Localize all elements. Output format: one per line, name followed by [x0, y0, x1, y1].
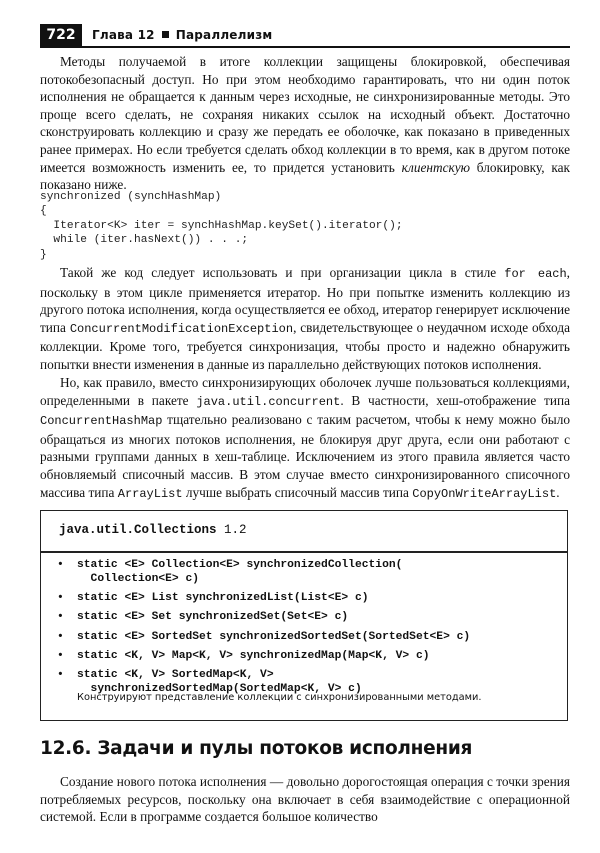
api-method-signature: static <K, V> SortedMap<K, V> synchronizedSortedMap(SortedMap<K, V> c): [77, 669, 362, 696]
code-line: synchronized (synchHashMap): [40, 191, 222, 203]
paragraph-text: Создание нового потока исполнения — довольно дорогостоящая операция с точки зрения потребляемых ресурсов, поскольку она включает в себя взаимодействие с операционной системой. Если в программе создается большое количество: [40, 774, 570, 825]
bullet-icon: •: [57, 592, 64, 605]
api-method-list: [55, 559, 555, 702]
api-note-box: [40, 510, 568, 721]
api-box-rule: [41, 551, 567, 553]
header-rule: [40, 46, 570, 48]
paragraph-text: блокировку, как показано ниже.: [40, 159, 570, 193]
running-head: [92, 24, 272, 46]
bullet-icon: •: [57, 611, 64, 624]
api-description: Конструируют представление коллекции с синхронизированными методами.: [77, 692, 482, 703]
api-class-name: java.util.Collections: [59, 523, 217, 537]
paragraph-text: Такой же код следует использовать и при организации цикла в стиле: [60, 265, 505, 280]
chapter-title: Параллелизм: [175, 28, 273, 42]
paragraph-text: , свидетельствующее о неудачном исходе обхода коллекции. Кроме того, требуется синхронизация, чтобы просто и надежно обнаружить попытки внести изменения в данные из параллельно действующих потоков исполнения.: [40, 319, 570, 372]
code-listing: [40, 190, 570, 262]
paragraph-text: лучше выбрать списочный массив типа: [182, 484, 413, 500]
paragraph-text: Но, как правило, вместо синхронизирующих оболочек лучше пользоваться коллекциями, определенными в пакете: [40, 375, 570, 408]
api-method-signature: static <E> SortedSet synchronizedSortedSet(SortedSet<E> c): [77, 630, 471, 643]
paragraph-text: .: [556, 484, 560, 500]
paragraph-3: [40, 374, 570, 503]
api-method-item: [55, 559, 555, 587]
page-number: 722: [40, 24, 82, 46]
paragraph-4: [40, 773, 570, 826]
api-method-signature: static <K, V> Map<K, V> synchronizedMap(Map<K, V> c): [77, 649, 430, 662]
api-box-title: [59, 523, 247, 537]
api-method-item: [55, 611, 555, 625]
inline-code: ConcurrentHashMap: [40, 414, 163, 429]
code-line: Iterator<K> iter = synchHashMap.keySet().iterator();: [40, 219, 403, 232]
paragraph-text: . В частности, хеш-отображение типа: [340, 392, 570, 408]
paragraph-2: [40, 264, 570, 374]
inline-code: ConcurrentModificationException: [69, 321, 294, 336]
paragraph-1: [40, 53, 570, 194]
bullet-icon: •: [57, 649, 64, 662]
api-method-signature: static <E> Collection<E> synchronizedCollection( Collection<E> c): [77, 559, 403, 585]
section-heading: 12.6. Задачи и пулы потоков исполнения: [40, 738, 473, 759]
api-version: 1.2: [224, 523, 247, 537]
paragraph-text: тщательно реализовано с таким расчетом, чтобы к нему можно было обращаться из многих потоков исполнения, не блокируя друг друга, если они работают с разными группами данных в хеш-таблице. Исключением из этого правила является часто обновляемый списочный массив. В этом случае вместо синхронизированного списочного массива типа: [40, 412, 570, 500]
code-line: {: [40, 205, 47, 218]
italic-term: клиентскую: [401, 159, 470, 175]
bullet-icon: •: [57, 559, 64, 571]
chapter-label: Глава 12: [92, 28, 155, 42]
api-method-item: [55, 592, 555, 606]
api-method-signature: static <E> Set synchronizedSet(Set<E> c): [77, 611, 349, 624]
api-method-item: [55, 631, 555, 645]
inline-code: CopyOnWriteArrayList: [412, 486, 557, 501]
inline-code: for each: [504, 267, 567, 281]
inline-code: ArrayList: [117, 486, 183, 501]
square-bullet-icon: [162, 31, 169, 38]
code-line: while (iter.hasNext()) . . .;: [40, 234, 249, 247]
bullet-icon: •: [57, 630, 64, 643]
api-method-item: [55, 650, 555, 664]
page-header: [40, 24, 570, 46]
bullet-icon: •: [57, 669, 64, 682]
code-line: }: [40, 248, 47, 261]
paragraph-text: Методы получаемой в итоге коллекции защищены блокировкой, обеспечивая потокобезопасный доступ. Но при этом необходимо гарантировать, что ни один поток исполнения не обращается к данным через исходные, не синхронизированные методы. Это проще всего сделать, не сохраняя никаких ссылок на исходный объект. Достаточно сконструировать коллекцию и сразу же передать ее оболочке, как показано в приведенных ранее примерах. Но если требуется сделать обход коллекции в то время, как в другом потоке имеется возможность изменить ее, то придется установить: [40, 54, 570, 175]
paragraph-text: , поскольку в этом цикле применяется итератор. Но при попытке изменить коллекцию из другого потока исполнения, когда осуществляется ее обход, итератор генерирует исключение типа: [40, 265, 570, 335]
inline-code: java.util.concurrent: [196, 394, 341, 409]
api-method-signature: static <E> List synchronizedList(List<E> c): [77, 592, 369, 605]
